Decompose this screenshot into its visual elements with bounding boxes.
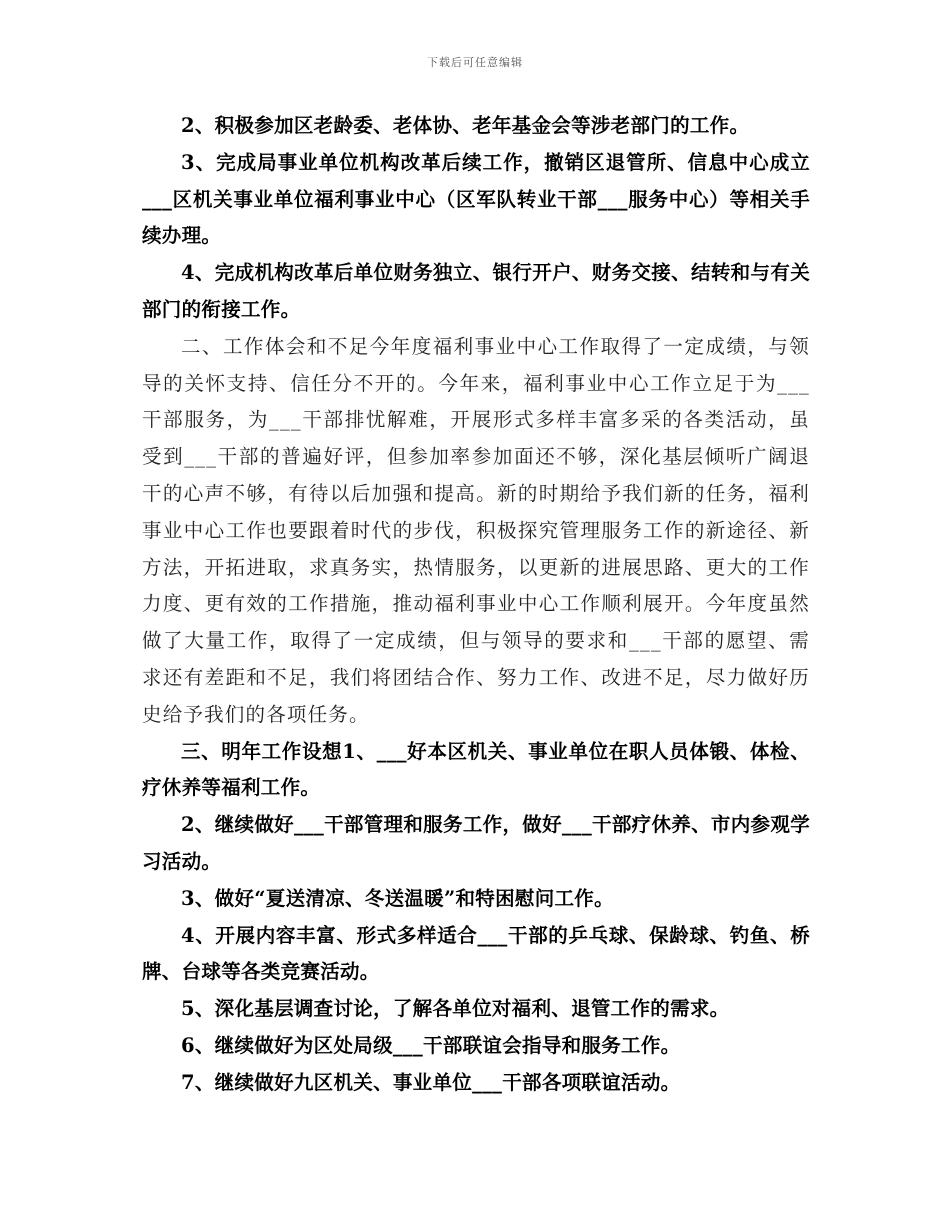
page-header: 下载后可任意编辑 <box>427 56 523 69</box>
paragraph-section-3-item-2: 2、继续做好___干部管理和服务工作，做好___干部疗休养、市内参观学习活动。 <box>142 813 810 873</box>
paragraph-section-3-item-4: 4、开展内容丰富、形式多样适合___干部的乒乓球、保龄球、钓鱼、桥牌、台球等各类竞赛活动。 <box>142 923 810 984</box>
paragraph-section-3-item-1: 三、明年工作设想1、___好本区机关、事业单位在职人员体锻、体检、疗休养等福利工作。 <box>142 739 810 800</box>
paragraph-section-3-item-5: 5、深化基层调查讨论，了解各单位对福利、退管工作的需求。 <box>181 997 730 1021</box>
paragraph-section-2-summary: 二、工作体会和不足今年度福利事业中心工作取得了一定成绩，与领导的关怀支持、信任分不开的。今年来，福利事业中心工作立足于为___干部服务，为___干部排忧解难，开展形式多样丰富多采的各类活动，虽受到___干部的普遍好评，但参加率参加面还不够，深化基层倾听广阔退干的心声不够，有待以后加强和提高。新的时期给予我们新的任务，福利事业中心工作也要跟着时代的步伐，积极探究管理服务工作的新途径、新方法，开拓进取，求真务实，热情服务，以更新的进展思路、更大的工作力度、更有效的工作措施，推动福利事业中心工作顺利展开。今年度虽然做了大量工作，取得了一定成绩，但与领导的要求和___干部的愿望、需求还有差距和不足，我们将团结合作、努力工作、改进不足，尽力做好历史给予我们的各项任务。 <box>142 334 810 726</box>
document-body <box>142 108 810 1102</box>
paragraph-item-4: 4、完成机构改革后单位财务独立、银行开户、财务交接、结转和与有关部门的衔接工作。 <box>142 261 810 321</box>
paragraph-item-2: 2、积极参加区老龄委、老体协、老年基金会等涉老部门的工作。 <box>181 114 750 137</box>
paragraph-section-3-item-7: 7、继续做好九区机关、事业单位___干部各项联谊活动。 <box>181 1070 681 1094</box>
paragraph-item-3: 3、完成局事业单位机构改革后续工作，撤销区退管所、信息中心成立___区机关事业单位福利事业中心（区军队转业干部___服务中心）等相关手续办理。 <box>142 150 810 248</box>
paragraph-section-3-item-6: 6、继续做好为区处局级___干部联谊会指导和服务工作。 <box>181 1033 681 1057</box>
paragraph-section-3-item-3: 3、做好“夏送清凉、冬送温暖”和特困慰问工作。 <box>181 886 614 910</box>
